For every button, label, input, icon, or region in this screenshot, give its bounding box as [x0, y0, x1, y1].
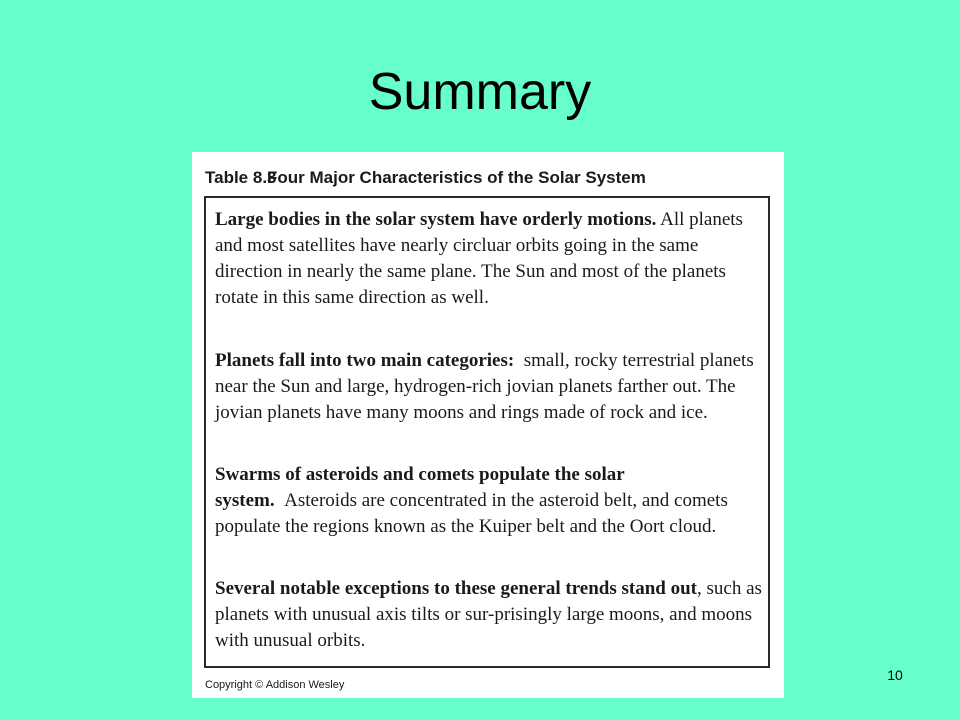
- table-box: [204, 196, 770, 668]
- table-title: Four Major Characteristics of the Solar System: [267, 168, 646, 187]
- table-number: Table 8.3: [205, 168, 277, 187]
- entry-body: , such as planets with unusual axis tilts or sur-prisingly large moons, and moons with unusual orbits.: [215, 578, 762, 651]
- characteristic-entry: [215, 207, 763, 311]
- table-figure: [192, 152, 784, 698]
- slide-title: Summary: [368, 63, 592, 121]
- characteristic-entry: [215, 576, 763, 654]
- page-number: 10: [887, 667, 903, 683]
- entry-body: Asteroids are concentrated in the asteroid belt, and comets populate the regions known as the Kuiper belt and the Oort cloud.: [215, 490, 728, 537]
- entry-heading: Large bodies in the solar system have orderly motions.: [215, 209, 657, 230]
- entry-heading: Planets fall into two main categories:: [215, 350, 515, 371]
- entry-body: All planets and most satellites have nearly circluar orbits going in the same direction in nearly the same plane. The Sun and most of the planets rotate in this same direction as well.: [215, 209, 743, 308]
- entry-heading: Several notable exceptions to these general trends stand out: [215, 578, 698, 599]
- characteristic-entry: [215, 348, 763, 426]
- table-heading: [205, 167, 646, 189]
- characteristic-entry: [215, 462, 763, 540]
- entry-body: small, rocky terrestrial planets near the Sun and large, hydrogen-rich jovian planets farther out. The jovian planets have many moons and rings made of rock and ice.: [215, 350, 754, 423]
- entry-heading: Swarms of asteroids and comets populate the solar system.: [215, 464, 625, 511]
- copyright-notice: Copyright © Addison Wesley: [205, 679, 345, 691]
